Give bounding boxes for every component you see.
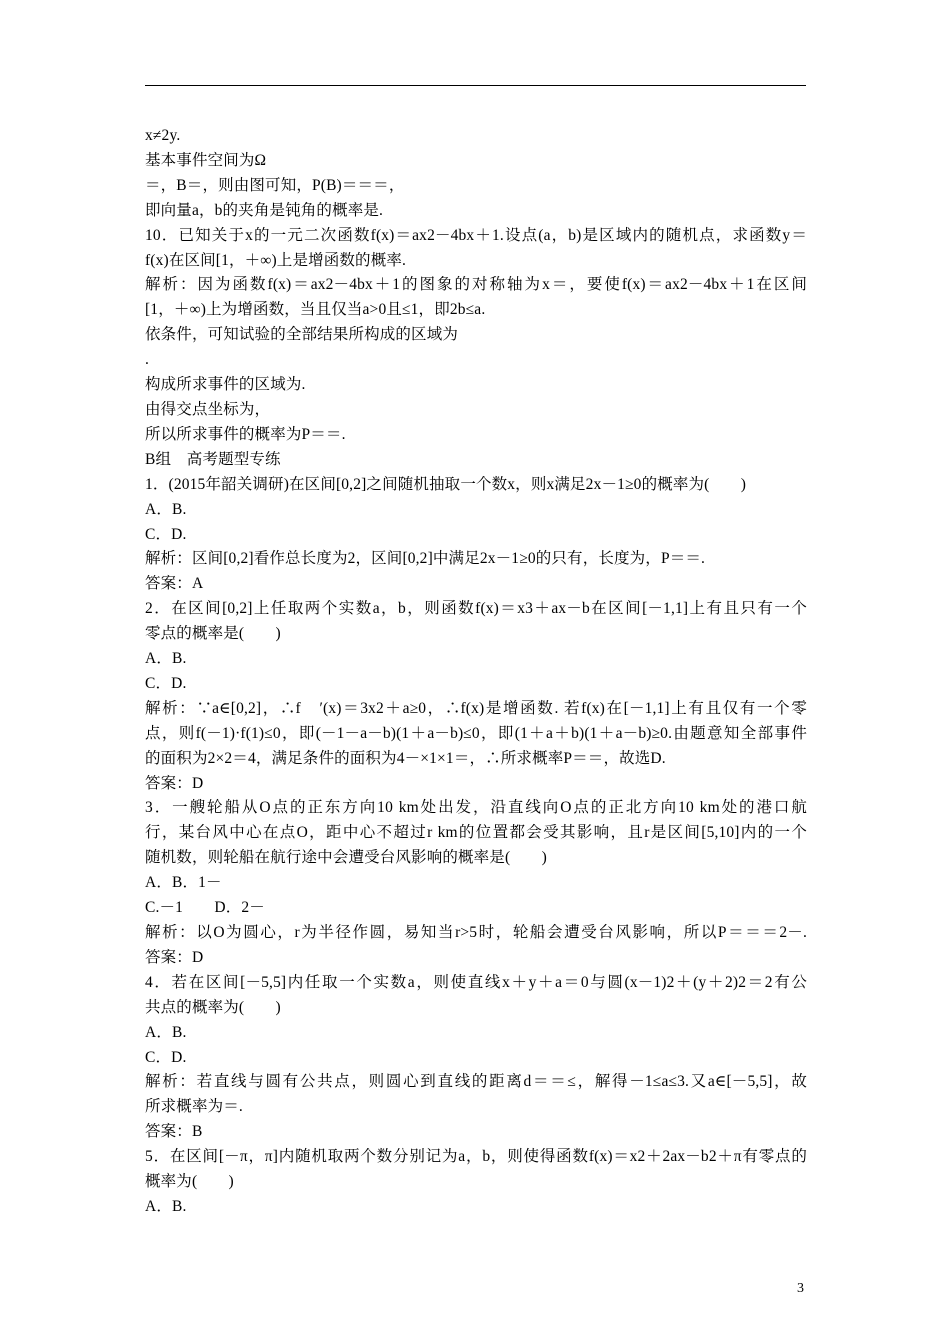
solution-line: 构成所求事件的区域为. bbox=[145, 376, 306, 394]
option-line: C．D. bbox=[145, 1048, 187, 1066]
question-line: 零点的概率是( ) bbox=[145, 625, 281, 643]
solution-line: 解析：以O为圆心，r为半径作圆，易知当r>5时，轮船会遭受台风影响，所以P＝＝＝2－. bbox=[145, 924, 807, 941]
option-line: C．D. bbox=[145, 525, 187, 543]
question-1-line: 1．(2015年韶关调研)在区间[0,2]之间随机抽取一个数x，则x满足2x－1≥0的概率为( ) bbox=[145, 475, 747, 493]
answer-line: 答案：B bbox=[145, 1123, 203, 1141]
question-10-line: 10．已知关于x的一元二次函数f(x)＝ax2－4bx＋1.设点(a，b)是区域内的随机点，求函数y＝ bbox=[145, 226, 807, 244]
solution-line: . bbox=[145, 351, 150, 369]
answer-line: 答案：D bbox=[145, 774, 204, 792]
question-2-line: 2．在区间[0,2]上任取两个实数a，b，则函数f(x)＝x3＋ax－b在区间[－1,1]上有且只有一个 bbox=[145, 600, 807, 618]
option-line: A．B. bbox=[145, 1197, 187, 1215]
solution-line: 所以所求事件的概率为P＝＝. bbox=[145, 425, 346, 443]
solution-line: 点，则f(－1)·f(1)≤0，即(－1－a－b)(1＋a－b)≤0，即(1＋a＋b)(1＋a－b)≥0.由题意知全部事件 bbox=[145, 724, 807, 742]
answer-line: 答案：A bbox=[145, 575, 204, 593]
page-number: 3 bbox=[797, 1281, 804, 1296]
question-5-line: 5．在区间[－π，π]内随机取两个数分别记为a，b，则使得函数f(x)＝x2＋2ax－b2＋π有零点的 bbox=[145, 1148, 807, 1166]
section-heading: B组 高考题型专练 bbox=[145, 450, 281, 468]
answer-line: 答案：D bbox=[145, 948, 204, 966]
header-rule bbox=[145, 85, 806, 86]
text-line: x≠2y. bbox=[145, 127, 181, 144]
option-line: A．B．1－ bbox=[145, 874, 222, 892]
text-line: ＝，B＝，则由图可知，P(B)＝＝＝， bbox=[145, 176, 405, 194]
question-3-line: 3．一艘轮船从O点的正东方向10 km处出发，沿直线向O点的正北方向10 km处的港口航 bbox=[145, 799, 807, 817]
solution-line: 由得交点坐标为， bbox=[145, 400, 271, 418]
solution-line: 所求概率为＝. bbox=[145, 1098, 243, 1116]
solution-line: [1，＋∞)上为增函数，当且仅当a>0且≤1，即2b≤a. bbox=[145, 301, 486, 319]
question-line: 共点的概率为( ) bbox=[145, 998, 281, 1016]
text-line: 基本事件空间为Ω bbox=[145, 151, 267, 169]
option-line: C.－1 D．2－ bbox=[145, 899, 265, 917]
question-4-line: 4．若在区间[－5,5]内任取一个实数a，则使直线x＋y＋a＝0与圆(x－1)2＋(y＋2)2＝2有公 bbox=[145, 973, 807, 991]
option-line: A．B. bbox=[145, 650, 187, 668]
option-line: A．B. bbox=[145, 1023, 187, 1041]
option-line: C．D. bbox=[145, 674, 187, 692]
text-line: 即向量a，b的夹角是钝角的概率是. bbox=[145, 201, 384, 219]
question-line: 行，某台风中心在点O，距中心不超过r km的位置都会受其影响，且r是区间[5,10]内的一个 bbox=[145, 824, 807, 842]
page-body bbox=[145, 124, 807, 1220]
solution-line: 的面积为2×2＝4，满足条件的面积为4－×1×1＝，∴所求概率P＝＝，故选D. bbox=[145, 749, 666, 767]
solution-line: 解析：区间[0,2]看作总长度为2，区间[0,2]中满足2x－1≥0的只有，长度为，P＝＝. bbox=[145, 550, 706, 568]
solution-line: 解析：因为函数f(x)＝ax2－4bx＋1的图象的对称轴为x＝，要使f(x)＝ax2－4bx＋1在区间 bbox=[145, 276, 807, 294]
question-line: 概率为( ) bbox=[145, 1173, 234, 1191]
text-line: f(x)在区间[1，＋∞)上是增函数的概率. bbox=[145, 251, 407, 269]
option-line: A．B. bbox=[145, 500, 187, 518]
solution-line: 解析：若直线与圆有公共点，则圆心到直线的距离d＝＝≤，解得－1≤a≤3.又a∈[－5,5]，故 bbox=[145, 1073, 807, 1091]
solution-line: 依条件，可知试验的全部结果所构成的区域为 bbox=[145, 326, 459, 344]
question-line: 随机数，则轮船在航行途中会遭受台风影响的概率是( ) bbox=[145, 849, 547, 867]
solution-line: 解析：∵a∈[0,2]，∴f ′(x)＝3x2＋a≥0，∴f(x)是增函数. 若f(x)在[－1,1]上有且仅有一个零 bbox=[145, 699, 807, 717]
